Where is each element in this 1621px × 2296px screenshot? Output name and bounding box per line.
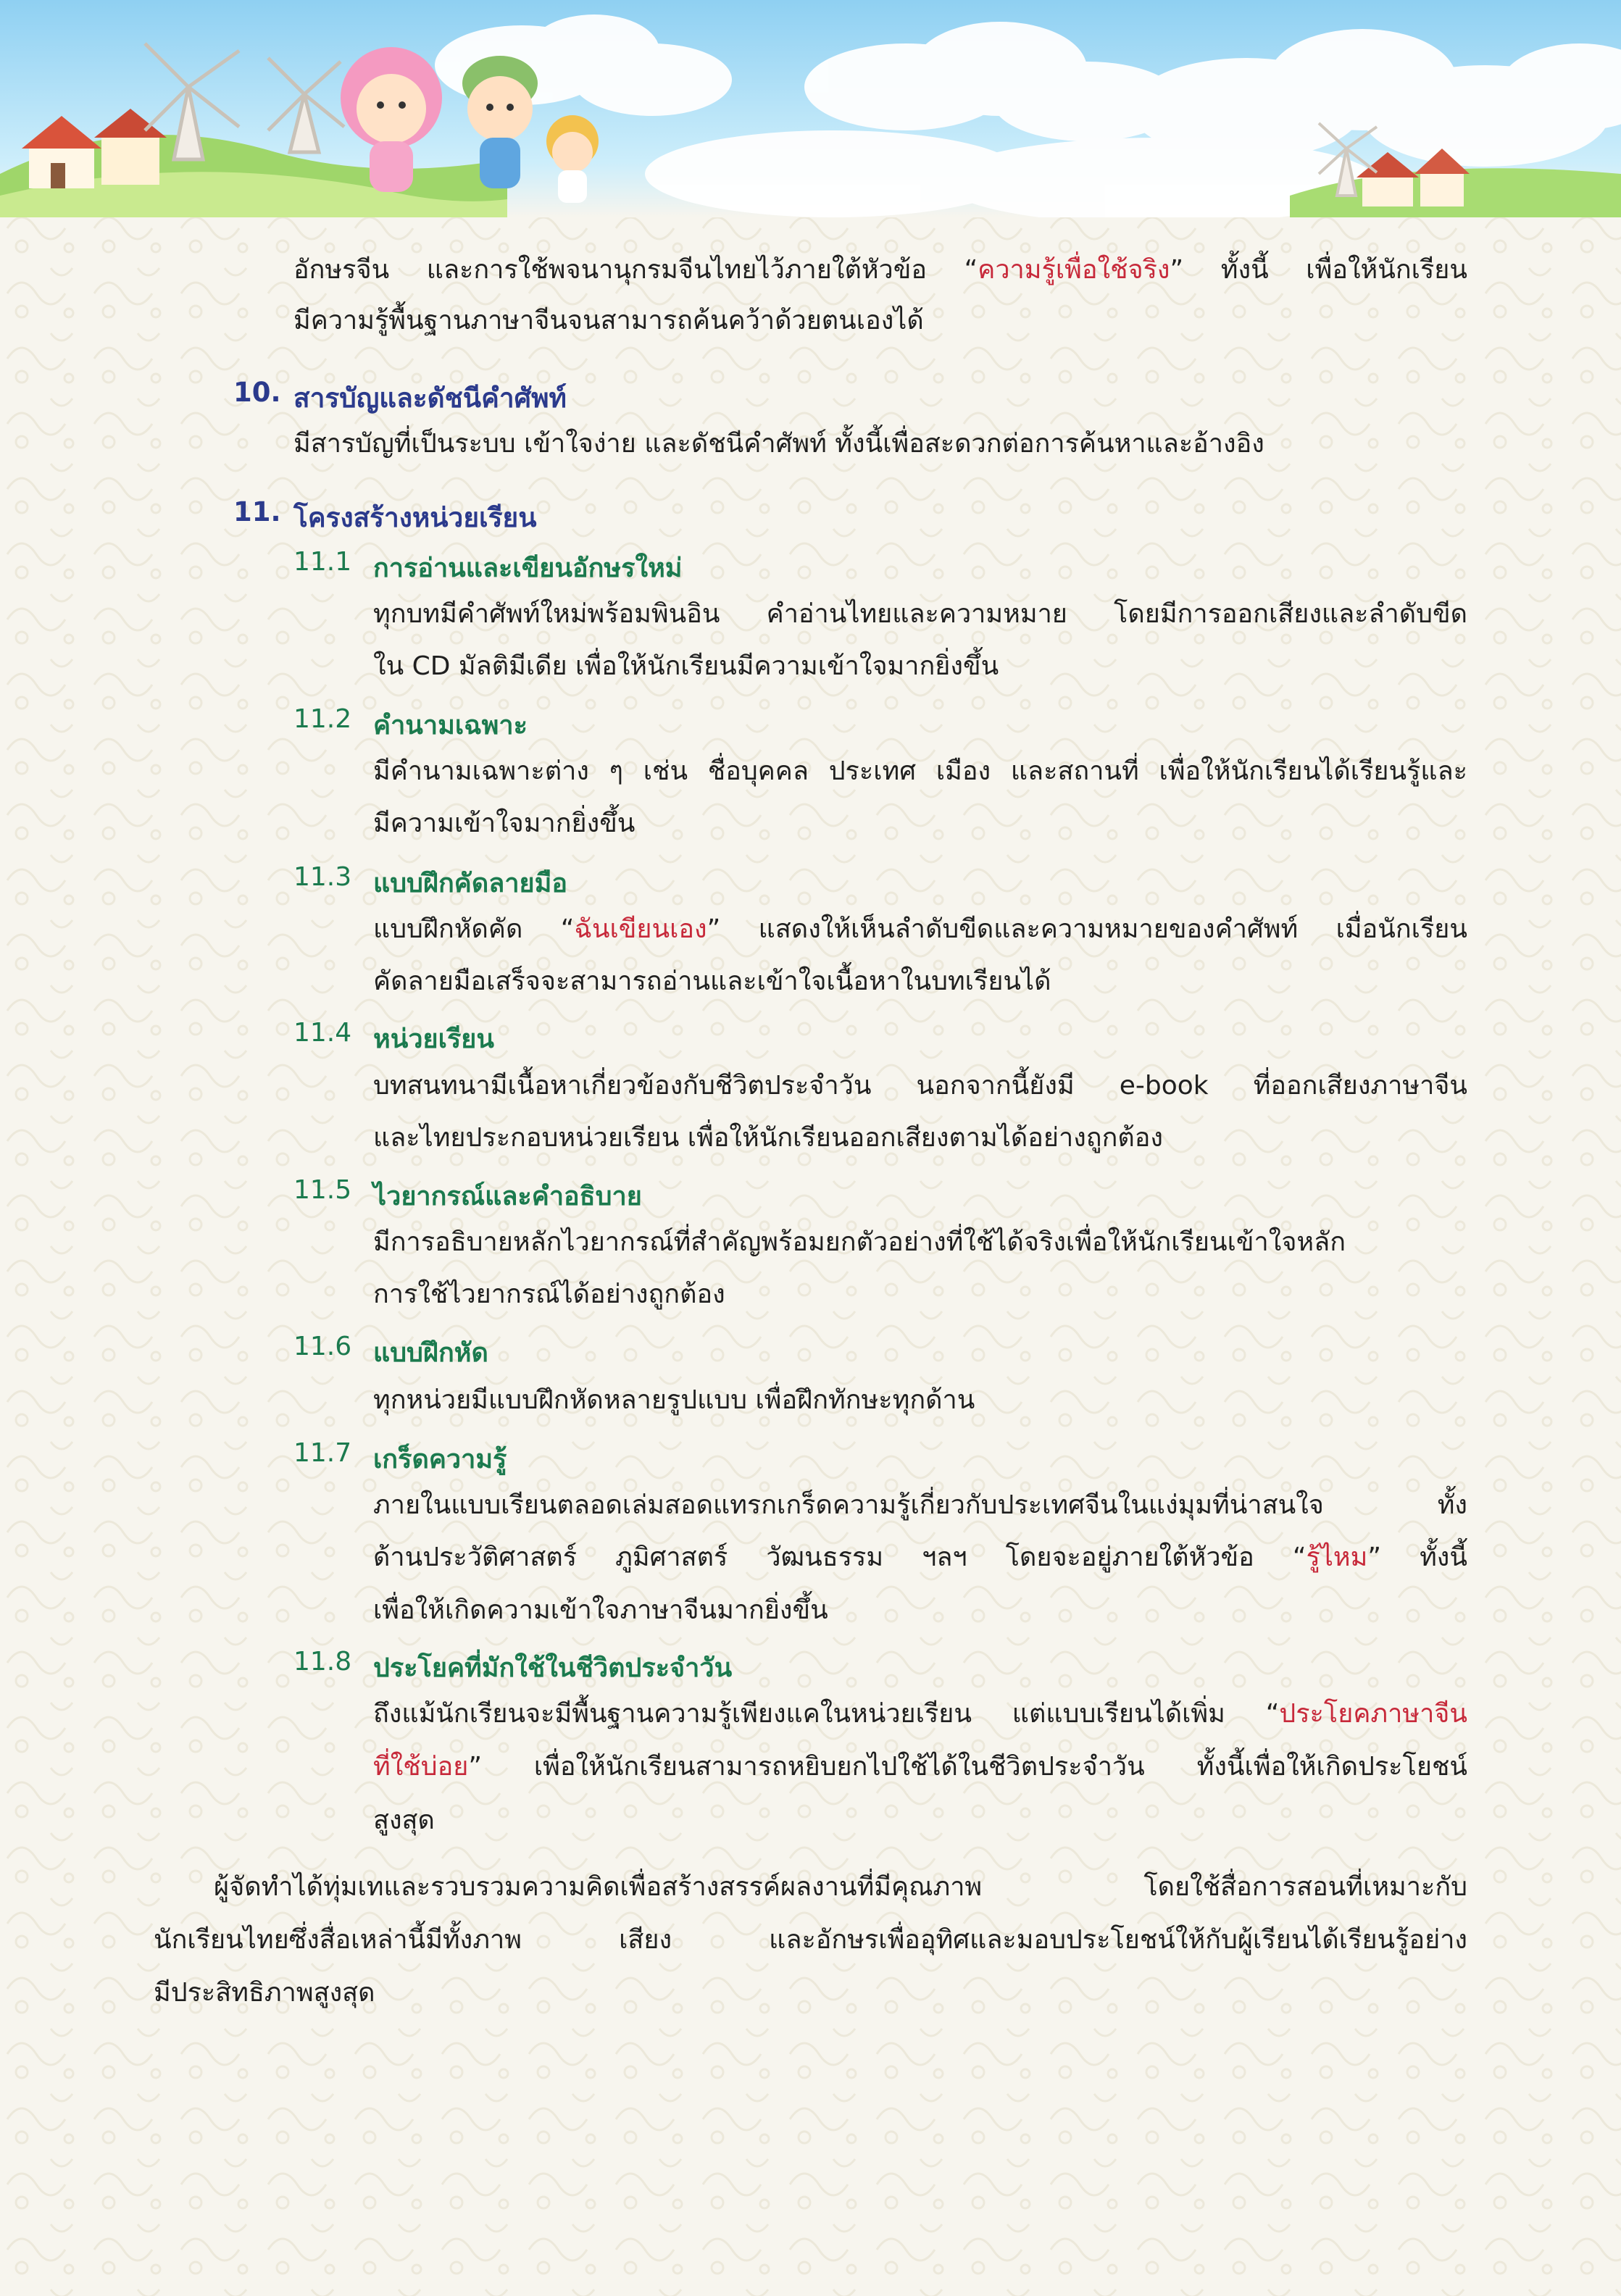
subsection-11-1-number: 11.1 (293, 547, 352, 577)
subsection-11-6-title: แบบฝึกหัด (373, 1338, 488, 1368)
subsection-11-1-line-2: ใน CD มัลติมีเดีย เพื่อให้นักเรียนมีความเข้าใจมากยิ่งขึ้น (373, 651, 999, 681)
subsection-11-7-line-1: ภายในแบบเรียนตลอดเล่มสอดแทรกเกร็ดความรู้เกี่ยวกับประเทศจีนในแง่มุมที่น่าสนใจ ทั้ง (373, 1490, 1467, 1520)
section-11-title: โครงสร้างหน่วยเรียน (293, 502, 537, 533)
subsection-11-8-title: ประโยคที่มักใช้ในชีวิตประจำวัน (373, 1653, 733, 1683)
section-10-title: สารบัญและดัชนีคำศัพท์ (293, 383, 567, 414)
subsection-11-7-number: 11.7 (293, 1438, 352, 1468)
subsection-11-7-line-2: ด้านประวัติศาสตร์ ภูมิศาสตร์ วัฒนธรรม ฯลฯ โดยจะอยู่ภายใต้หัวข้อ “รู้ไหม” ทั้งนี้ (373, 1543, 1467, 1572)
subsection-11-6-number: 11.6 (293, 1332, 352, 1361)
subsection-11-4-line-2: และไทยประกอบหน่วยเรียน เพื่อให้นักเรียนออกเสียงตามได้อย่างถูกต้อง (373, 1123, 1163, 1153)
subsection-11-4-line-1: บทสนทนามีเนื้อหาเกี่ยวข้องกับชีวิตประจำวัน นอกจากนี้ยังมี e-book ที่ออกเสียงภาษาจีน (373, 1071, 1467, 1101)
subsection-11-8-line-1: ถึงแม้นักเรียนจะมีพื้นฐานความรู้เพียงแคในหน่วยเรียน แต่แบบเรียนได้เพิ่ม “ประโยคภาษาจีน (373, 1699, 1467, 1729)
subsection-11-1-title: การอ่านและเขียนอักษรใหม่ (373, 554, 683, 583)
subsection-11-7-line-3: เพื่อให้เกิดความเข้าใจภาษาจีนมากยิ่งขึ้น (373, 1595, 828, 1625)
section-10-body: มีสารบัญที่เป็นระบบ เข้าใจง่าย และดัชนีคำศัพท์ ทั้งนี้เพื่อสะดวกต่อการค้นหาและอ้างอิง (293, 429, 1264, 459)
subsection-11-5-line-2: การใช้ไวยากรณ์ได้อย่างถูกต้อง (373, 1280, 725, 1309)
subsection-11-3-title: แบบฝึกคัดลายมือ (373, 869, 567, 898)
closing-line-3: มีประสิทธิภาพสูงสุด (154, 1978, 375, 2008)
subsection-11-8-line-3: สูงสุด (373, 1806, 435, 1835)
subsection-11-6-line-1: ทุกหน่วยมีแบบฝึกหัดหลายรูปแบบ เพื่อฝึกทักษะทุกด้าน (373, 1385, 975, 1415)
subsection-11-7-title: เกร็ดความรู้ (373, 1445, 507, 1474)
intro-line-1: อักษรจีน และการใช้พจนานุกรมจีนไทยไว้ภายใต้หัวข้อ “ความรู้เพื่อใช้จริง” ทั้งนี้ เพื่อให้นักเรียน (293, 255, 1467, 285)
subsection-11-8-line-2: ที่ใช้บ่อย” เพื่อให้นักเรียนสามารถหยิบยกไปใช้ได้ในชีวิตประจำวัน ทั้งนี้เพื่อให้เกิดประโยชน์ (373, 1752, 1467, 1782)
section-10-number: 10. (233, 377, 281, 408)
closing-line-2: นักเรียนไทยซึ่งสื่อเหล่านี้มีทั้งภาพ เสียง และอักษรเพื่ออุทิศและมอบประโยชน์ให้กับผู้เรียนได้เรียนรู้อย่าง (154, 1925, 1467, 1955)
section-11-number: 11. (233, 496, 281, 527)
subsection-11-3-line-1: แบบฝึกหัดคัด “ฉันเขียนเอง” แสดงให้เห็นลำดับขีดและความหมายของคำศัพท์ เมื่อนักเรียน (373, 914, 1467, 944)
subsection-11-3-line-2: คัดลายมือเสร็จจะสามารถอ่านและเข้าใจเนื้อหาในบทเรียนได้ (373, 967, 1051, 996)
subsection-11-4-number: 11.4 (293, 1018, 352, 1048)
subsection-11-5-line-1: มีการอธิบายหลักไวยากรณ์ที่สำคัญพร้อมยกตัวอย่างที่ใช้ได้จริงเพื่อให้นักเรียนเข้าใจหลัก (373, 1227, 1346, 1257)
closing-line-1: ผู้จัดทำได้ทุ่มเทและรวบรวมความคิดเพื่อสร้างสรรค์ผลงานที่มีคุณภาพ โดยใช้สื่อการสอนที่เหมาะกับ (214, 1872, 1467, 1902)
subsection-11-4-title: หน่วยเรียน (373, 1024, 494, 1054)
intro-line-2: มีความรู้พื้นฐานภาษาจีนจนสามารถค้นคว้าด้วยตนเองได้ (293, 306, 924, 335)
subsection-11-2-number: 11.2 (293, 704, 352, 734)
subsection-11-2-line-1: มีคำนามเฉพาะต่าง ๆ เช่น ชื่อบุคคล ประเทศ เมือง และสถานที่ เพื่อให้นักเรียนได้เรียนรู้และ (373, 756, 1467, 786)
subsection-11-1-line-1: ทุกบทมีคำศัพท์ใหม่พร้อมพินอิน คำอ่านไทยและความหมาย โดยมีการออกเสียงและลำดับขีด (373, 599, 1467, 629)
subsection-11-3-number: 11.3 (293, 862, 352, 892)
subsection-11-2-line-2: มีความเข้าใจมากยิ่งขึ้น (373, 809, 636, 838)
subsection-11-5-number: 11.5 (293, 1175, 352, 1205)
subsection-11-2-title: คำนามเฉพาะ (373, 711, 528, 740)
subsection-11-5-title: ไวยากรณ์และคำอธิบาย (373, 1182, 642, 1211)
subsection-11-8-number: 11.8 (293, 1647, 352, 1677)
